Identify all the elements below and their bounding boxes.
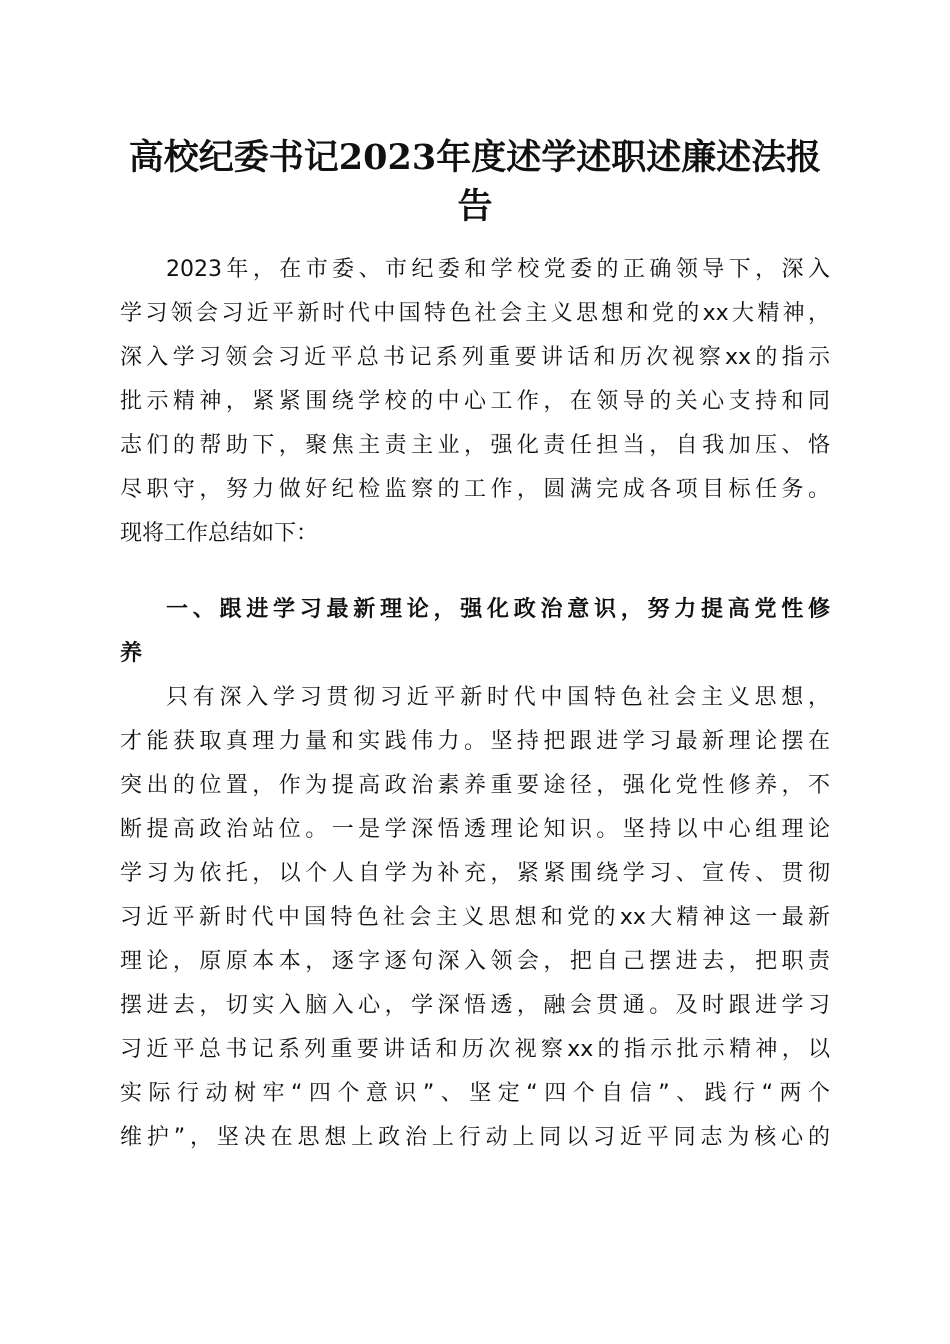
paragraph-2-line: 只有深入学习贯彻习近平新时代中国特色社会主义思想， [166, 685, 830, 710]
paragraph-2-line: 突出的位置，作为提高政治素养重要途径，强化党性修养，不 [120, 773, 830, 798]
paragraph-2-line: 理论，原原本本，逐字逐句深入领会，把自己摆进去，把职责 [120, 949, 830, 974]
paragraph-2-line: 习近平总书记系列重要讲话和历次视察xx的指示批示精神，以 [120, 1037, 830, 1062]
paragraph-1-line: 2023年，在市委、市纪委和学校党委的正确领导下，深入 [166, 257, 830, 282]
paragraph-2-line: 习近平新时代中国特色社会主义思想和党的xx大精神这一最新 [120, 905, 830, 930]
section-heading-line: 养 [120, 641, 143, 666]
paragraph-1-line: 尽职守，努力做好纪检监察的工作，圆满完成各项目标任务。 [120, 477, 830, 502]
paragraph-2-line: 实际行动树牢“四个意识”、坚定“四个自信”、践行“两个 [120, 1081, 830, 1106]
paragraph-2-line: 摆进去，切实入脑入心，学深悟透，融会贯通。及时跟进学习 [120, 993, 830, 1018]
paragraph-2-line: 学习为依托，以个人自学为补充，紧紧围绕学习、宣传、贯彻 [120, 861, 830, 886]
paragraph-1-line: 志们的帮助下，聚焦主责主业，强化责任担当，自我加压、恪 [120, 433, 830, 458]
document-title-line-1: 高校纪委书记2023年度述学述职述廉述法报 [128, 137, 822, 178]
paragraph-2-line: 维护”，坚决在思想上政治上行动上同以习近平同志为核心的 [120, 1125, 830, 1150]
paragraph-2-line: 断提高政治站位。一是学深悟透理论知识。坚持以中心组理论 [120, 817, 830, 842]
paragraph-1-line: 深入学习领会习近平总书记系列重要讲话和历次视察xx的指示 [120, 345, 830, 370]
document-title-line-2: 告 [457, 186, 493, 227]
paragraph-2-line: 才能获取真理力量和实践伟力。坚持把跟进学习最新理论摆在 [120, 729, 830, 754]
paragraph-1-line: 批示精神，紧紧围绕学校的中心工作，在领导的关心支持和同 [120, 389, 830, 414]
paragraph-1-line: 学习领会习近平新时代中国特色社会主义思想和党的xx大精神， [120, 301, 830, 326]
paragraph-1-line: 现将工作总结如下： [120, 521, 319, 546]
section-heading-line: 一、跟进学习最新理论，强化政治意识，努力提高党性修 [166, 597, 830, 622]
